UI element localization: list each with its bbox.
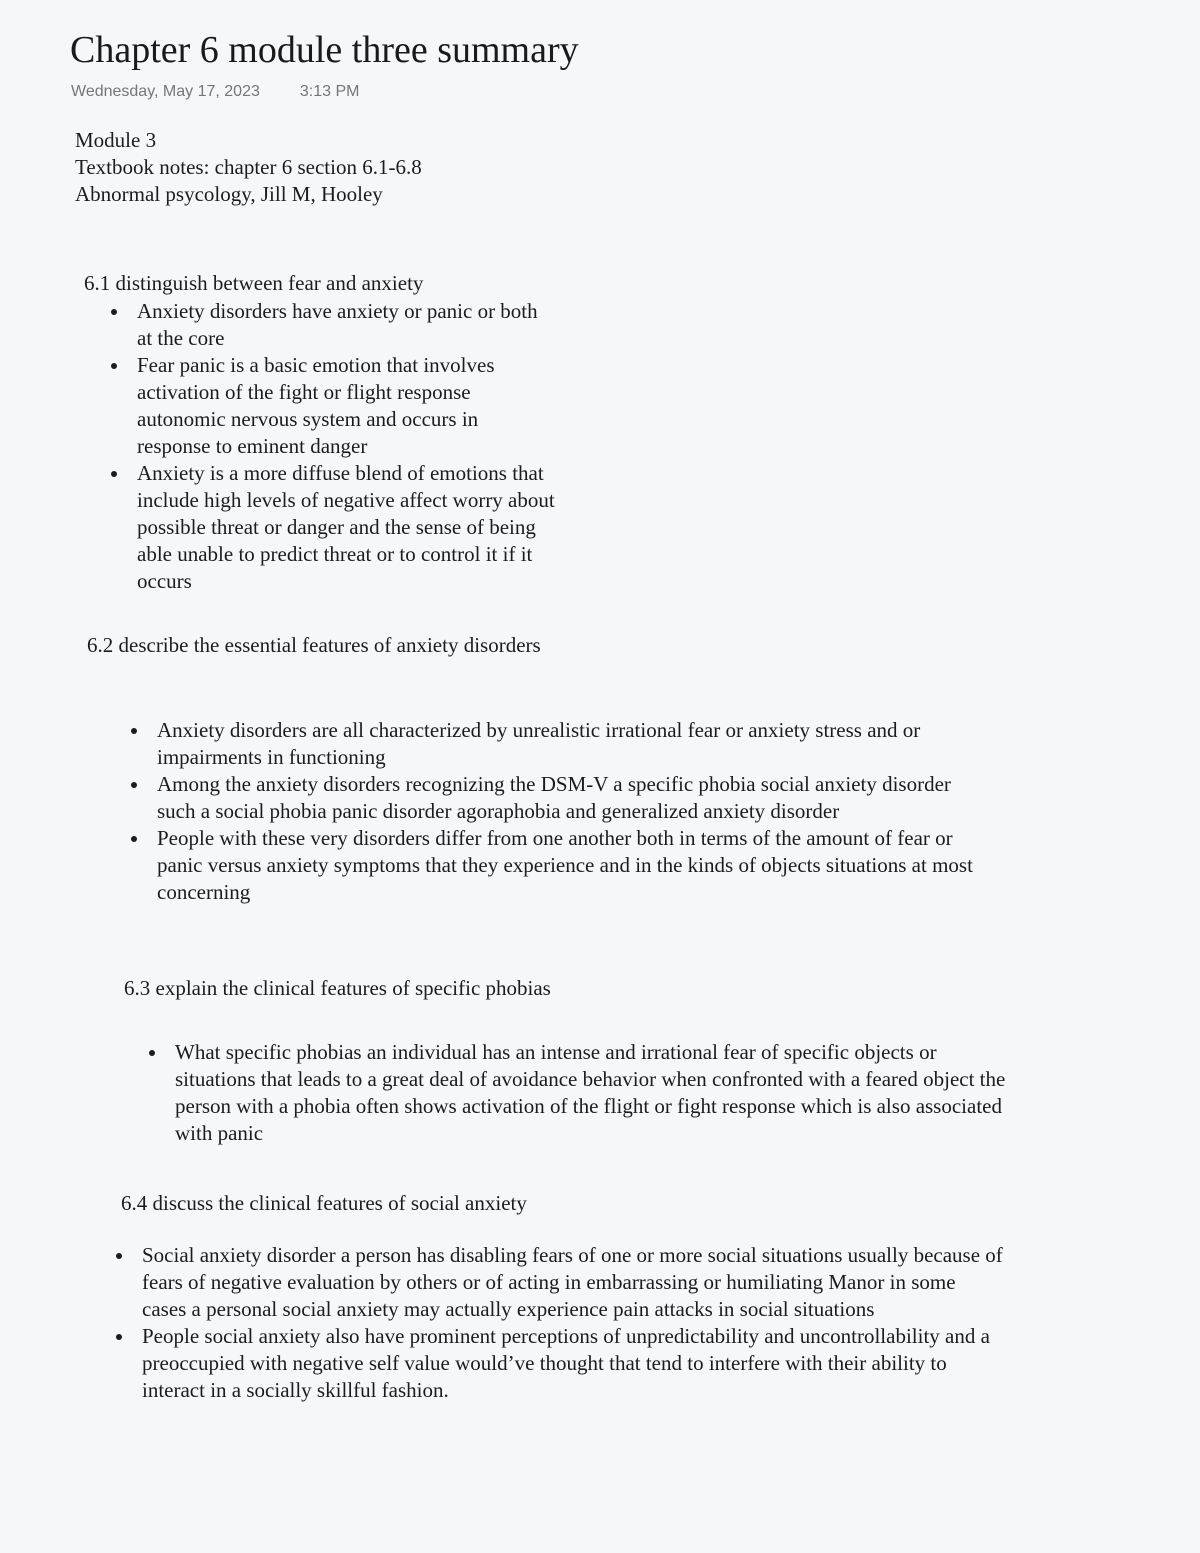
bullet-list-6-1 xyxy=(105,298,555,595)
bullet-item: People with these very disorders differ from one another both in terms of the amount of fear or panic versus anxiety symptoms that they experience and in the kinds of objects situations at most concerning xyxy=(125,825,990,906)
bullet-item: Anxiety disorders are all characterized by unrealistic irrational fear or anxiety stress and or impairments in functioning xyxy=(125,717,990,771)
section-heading-6-4: 6.4 discuss the clinical features of social anxiety xyxy=(121,1191,527,1215)
note-timestamp xyxy=(71,81,359,103)
note-date: Wednesday, May 17, 2023 xyxy=(71,83,260,100)
bullet-item: Social anxiety disorder a person has disabling fears of one or more social situations usually because of fears of negative evaluation by others or of acting in embarrassing or humiliating Manor in some cases a personal social anxiety may actually experience pain attacks in social situations xyxy=(110,1242,1005,1323)
note-time: 3:13 PM xyxy=(299,83,360,100)
module-line: Module 3 xyxy=(75,128,157,152)
section-heading-6-1: 6.1 distinguish between fear and anxiety xyxy=(84,271,424,295)
section-heading-6-3: 6.3 explain the clinical features of specific phobias xyxy=(124,976,551,1000)
bullet-item: Among the anxiety disorders recognizing the DSM-V a specific phobia social anxiety disorder such a social phobia panic disorder agoraphobia and generalized anxiety disorder xyxy=(125,771,990,825)
source-line: Abnormal psycology, Jill M, Hooley xyxy=(75,182,383,206)
bullet-list-6-2 xyxy=(125,717,990,906)
section-heading-6-2: 6.2 describe the essential features of anxiety disorders xyxy=(87,633,541,657)
bullet-item: Anxiety disorders have anxiety or panic or both at the core xyxy=(105,298,555,352)
bullet-item: What specific phobias an individual has an intense and irrational fear of specific objects or situations that leads to a great deal of avoidance behavior when confronted with a feared object the person with a phobia often shows activation of the flight or fight response which is also associated with panic xyxy=(143,1039,1013,1147)
bullet-list-6-3 xyxy=(143,1039,1013,1147)
bullet-list-6-4 xyxy=(110,1242,1005,1404)
note-header-block xyxy=(75,127,422,208)
textbook-line: Textbook notes: chapter 6 section 6.1-6.8 xyxy=(75,155,422,179)
bullet-item: Anxiety is a more diffuse blend of emotions that include high levels of negative affect worry about possible threat or danger and the sense of being able unable to predict threat or to control it if it occurs xyxy=(105,460,555,595)
page-title: Chapter 6 module three summary xyxy=(70,29,579,71)
bullet-item: People social anxiety also have prominent perceptions of unpredictability and uncontrollability and a preoccupied with negative self value would’ve thought that tend to interfere with their ability to interact in a socially skillful fashion. xyxy=(110,1323,1005,1404)
bullet-item: Fear panic is a basic emotion that involves activation of the fight or flight response autonomic nervous system and occurs in response to eminent danger xyxy=(105,352,555,460)
